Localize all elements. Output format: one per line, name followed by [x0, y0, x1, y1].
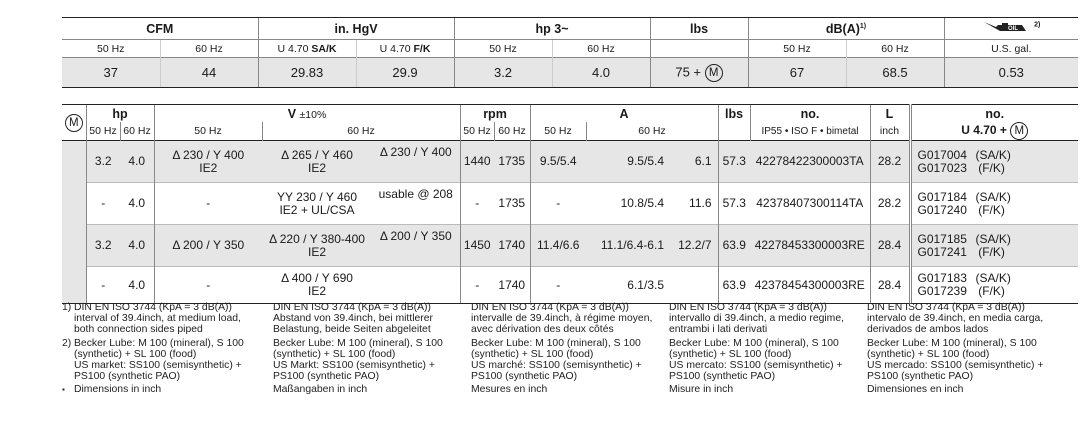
dba-60hz-value: 68.5: [846, 58, 944, 88]
footnote-3-fr: Mesures en inch: [471, 384, 548, 396]
voltage-50hz-cell: Δ 200 / Y 350: [154, 225, 262, 267]
amps-50hz-sub: 50 Hz: [530, 122, 586, 141]
amps-50hz-cell: 11.4/6.6: [530, 225, 586, 267]
voltage-50hz-cell: Δ 230 / Y 400 IE2: [154, 141, 262, 183]
length-cell: 28.4: [870, 225, 910, 267]
lbs-header: lbs: [718, 105, 750, 123]
hp-60hz-sub: 60 Hz: [552, 40, 650, 58]
rpm-50hz-cell: 1440: [460, 141, 494, 183]
amps-60hz-a-cell: 6.1/3.5: [586, 267, 670, 304]
order-no-cell: 42278453300003RE: [750, 225, 870, 267]
rpm-60hz-sub: 60 Hz: [494, 122, 530, 141]
length-cell: 28.4: [870, 267, 910, 304]
motor-circle-icon: M: [705, 64, 723, 82]
footnote-2-de: Becker Lube: M 100 (mineral), S 100 (synthetic) + SL 100 (food) US Markt: SS100 (semisynthetic) + PS100 (synthetic PAO): [273, 337, 443, 383]
footnote-marker: 1): [62, 302, 72, 313]
performance-table: [62, 17, 1078, 88]
part-no-cell: G017004 (SA/K) G017023 (F/K): [910, 141, 1078, 183]
footnote-3-de: Maßangaben in inch: [273, 384, 368, 396]
part-no-cell: G017184 (SA/K) G017240 (F/K): [910, 183, 1078, 225]
voltage-50hz-cell: -: [154, 267, 262, 304]
voltage-60hz-a-cell: Δ 220 / Y 380-400 IE2: [262, 225, 372, 267]
rpm-header: rpm: [460, 105, 530, 123]
hp-60hz-sub: 60 Hz: [120, 122, 154, 141]
table-row: [62, 183, 1078, 225]
amps-header: A: [530, 105, 718, 123]
order-no-cell: 42278422300003TA: [750, 141, 870, 183]
part-no-cell: G017185 (SA/K) G017241 (F/K): [910, 225, 1078, 267]
amps-60hz-sub: 60 Hz: [586, 122, 718, 141]
voltage-60hz-a-cell: Δ 400 / Y 690 IE2: [262, 267, 372, 304]
voltage-header: V ±10%: [154, 105, 460, 123]
hp-60hz-cell: 4.0: [120, 183, 154, 225]
voltage-60hz-a-cell: YY 230 / Y 460 IE2 + UL/CSA: [262, 183, 372, 225]
footnote-2-it: Becker Lube: M 100 (mineral), S 100 (synthetic) + SL 100 (food) US mercato: SS100 (semisynthetic) + PS100 (synthetic PAO): [669, 337, 843, 383]
footnote-2-en: Becker Lube: M 100 (mineral), S 100 (synthetic) + SL 100 (food) US market: SS100 (semisynthetic) + PS100 (synthetic PAO): [74, 337, 244, 383]
order-no-cell: 42378407300114TA: [750, 183, 870, 225]
rpm-60hz-cell: 1735: [494, 141, 530, 183]
svg-text:OIL: OIL: [1008, 26, 1019, 32]
hp-50hz-cell: -: [86, 267, 120, 304]
amps-60hz-b-cell: 12.2/7: [670, 225, 718, 267]
part-no-cell: G017183 (SA/K) G017239 (F/K): [910, 267, 1078, 304]
inhg-sak-value: 29.83: [258, 58, 356, 88]
voltage-50hz-sub: 50 Hz: [154, 122, 262, 141]
hp-50hz-cell: -: [86, 183, 120, 225]
hp-60hz-cell: 4.0: [120, 267, 154, 304]
voltage-60hz-a-cell: Δ 265 / Y 460 IE2: [262, 141, 372, 183]
rpm-50hz-cell: -: [460, 267, 494, 304]
motor-header: [62, 105, 86, 141]
oil-header: OIL $^{2)}$: [944, 18, 1078, 40]
amps-60hz-b-cell: [670, 267, 718, 304]
amps-50hz-cell: 9.5/5.4: [530, 141, 586, 183]
amps-60hz-b-cell: 11.6: [670, 183, 718, 225]
part-no-sub: U 4.70 + M: [910, 122, 1078, 141]
length-header: L: [870, 105, 910, 123]
lbs-cell: 57.3: [718, 141, 750, 183]
cfm-60hz-sub: 60 Hz: [160, 40, 258, 58]
amps-50hz-cell: -: [530, 267, 586, 304]
footnotes: [62, 302, 1082, 398]
inhg-header: in. HgV: [258, 18, 454, 40]
motor-circle-icon: M: [1010, 122, 1028, 140]
no-sub: IP55 • ISO F • bimetal: [750, 122, 870, 141]
rpm-50hz-cell: 1450: [460, 225, 494, 267]
rpm-50hz-sub: 50 Hz: [460, 122, 494, 141]
voltage-60hz-b-cell: [372, 267, 460, 304]
amps-50hz-cell: -: [530, 183, 586, 225]
cfm-60hz-value: 44: [160, 58, 258, 88]
inhg-fk-value: 29.9: [356, 58, 454, 88]
footnote-3: [62, 384, 1082, 395]
length-cell: 28.2: [870, 183, 910, 225]
hp-header: hp: [86, 105, 154, 123]
oil-value: 0.53: [944, 58, 1078, 88]
table-row: [62, 267, 1078, 304]
footnote-3-en: Dimensions in inch: [74, 384, 162, 396]
inhg-fk-sub: U 4.70 F/K: [356, 40, 454, 58]
voltage-50hz-cell: -: [154, 183, 262, 225]
amps-60hz-a-cell: 10.8/5.4: [586, 183, 670, 225]
hp-50hz-value: 3.2: [454, 58, 552, 88]
lbs-value: 75 + M: [650, 58, 748, 88]
hp-60hz-value: 4.0: [552, 58, 650, 88]
rpm-60hz-cell: 1740: [494, 225, 530, 267]
voltage-60hz-b-cell: usable @ 208: [372, 183, 460, 225]
dba-50hz-value: 67: [748, 58, 846, 88]
hp-50hz-sub: 50 Hz: [454, 40, 552, 58]
order-no-cell: 42378454300003RE: [750, 267, 870, 304]
no-header: no.: [750, 105, 870, 123]
hp-50hz-cell: 3.2: [86, 225, 120, 267]
amps-60hz-a-cell: 9.5/5.4: [586, 141, 670, 183]
footnote-2: [62, 338, 1082, 383]
oil-unit-sub: U.S. gal.: [944, 40, 1078, 58]
voltage-60hz-b-cell: Δ 200 / Y 350: [372, 225, 460, 267]
footnote-marker: ▪: [62, 385, 65, 395]
dba-60hz-sub: 60 Hz: [846, 40, 944, 58]
dba-50hz-sub: 50 Hz: [748, 40, 846, 58]
table-row: [62, 141, 1078, 183]
footnote-3-es: Dimensiones en inch: [867, 384, 964, 396]
footnote-1-fr: DIN EN ISO 3744 (KpA = 3 dB(A)) intervalle de 39.4inch, à régime moyen, avec dérivation des deux côtés: [471, 302, 653, 336]
motor-circle-icon: M: [65, 114, 83, 132]
dba-header: $dB(A)^{1)}$: [748, 18, 944, 40]
rpm-60hz-cell: 1740: [494, 267, 530, 304]
voltage-60hz-sub: 60 Hz: [262, 122, 460, 141]
footnote-2-fr: Becker Lube: M 100 (mineral), S 100 (synthetic) + SL 100 (food) US marché: SS100 (semisynthetic) + PS100 (synthetic PAO): [471, 337, 642, 383]
hp-60hz-cell: 4.0: [120, 141, 154, 183]
footnote-1-en: DIN EN ISO 3744 (KpA = 3 dB(A)) interval of 39.4inch, at medium load, both connection sides piped: [74, 302, 241, 336]
hp-50hz-cell: 3.2: [86, 141, 120, 183]
hp3-header: hp 3~: [454, 18, 650, 40]
cfm-50hz-value: 37: [62, 58, 160, 88]
lbs-cell: 57.3: [718, 183, 750, 225]
lbs-cell: 63.9: [718, 267, 750, 304]
inhg-sak-sub: U 4.70 SA/K: [258, 40, 356, 58]
part-no-header: no.: [910, 105, 1078, 123]
footnote-marker: 2): [62, 337, 72, 349]
lbs-cell: 63.9: [718, 225, 750, 267]
footnote-1-es: DIN EN ISO 3744 (KpA = 3 dB(A)) intervalo de 39.4inch, en media carga, derivados de ambos lados: [867, 302, 1044, 336]
motor-table: [62, 104, 1078, 304]
length-cell: 28.2: [870, 141, 910, 183]
hp-50hz-sub: 50 Hz: [86, 122, 120, 141]
voltage-60hz-b-cell: Δ 230 / Y 400: [372, 141, 460, 183]
footnote-1-it: DIN EN ISO 3744 (KpA = 3 dB(A)) intervallo di 39.4inch, a medio regime, entrambi i lati derivati: [669, 302, 845, 336]
cfm-header: CFM: [62, 18, 258, 40]
hp-60hz-cell: 4.0: [120, 225, 154, 267]
footnote-1-de: DIN EN ISO 3744 (KpA = 3 dB(A)) Abstand von 39.4inch, bei mittlerer Belastung, beide Seiten abgeleitet: [273, 302, 433, 336]
footnote-1: [62, 302, 1082, 336]
rpm-50hz-cell: -: [460, 183, 494, 225]
amps-60hz-b-cell: 6.1: [670, 141, 718, 183]
table-row: [62, 225, 1078, 267]
footnote-2-es: Becker Lube: M 100 (mineral), S 100 (synthetic) + SL 100 (food) US mercado: SS100 (semisynthetic) + PS100 (synthetic PAO): [867, 337, 1044, 383]
rpm-60hz-cell: 1735: [494, 183, 530, 225]
footnote-3-it: Misure in inch: [669, 384, 734, 396]
lbs-header: lbs: [650, 18, 748, 40]
oil-can-icon: [982, 19, 1034, 38]
amps-60hz-a-cell: 11.1/6.4-6.1: [586, 225, 670, 267]
length-unit-sub: inch: [870, 122, 910, 141]
cfm-50hz-sub: 50 Hz: [62, 40, 160, 58]
